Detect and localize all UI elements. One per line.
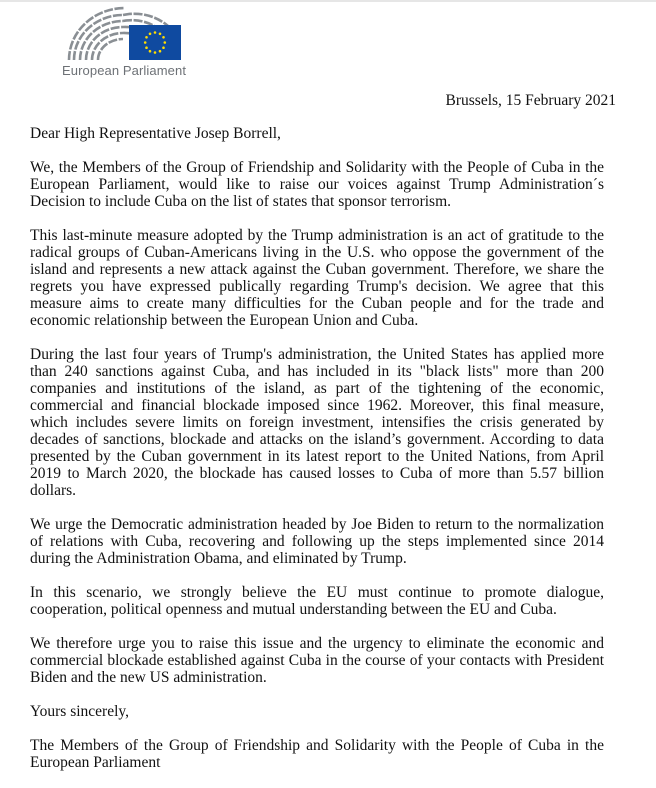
signature: The Members of the Group of Friendship and Solidarity with the People of Cuba in the European Parliament (30, 737, 604, 771)
letter-date: Brussels, 15 February 2021 (445, 92, 616, 109)
paragraph-4: We urge the Democratic administration headed by Joe Biden to return to the normalization of relations with Cuba, recovering and following up the steps implemented since 2014 during the Administration Obama, and eliminated by Trump. (30, 516, 604, 567)
paragraph-3: During the last four years of Trump's administration, the United States has applied more than 240 sanctions against Cuba, and has included in its "black lists" more than 200 companies and institutions of the island, as part of the tightening of the economic, commercial and financial blockade imposed since 1962. Moreover, this final measure, which includes severe limits on foreign investment, intensifies the crisis generated by decades of sanctions, blockade and attacks on the island’s government. According to data presented by the Cuban government in its latest report to the United Nations, from April 2019 to March 2020, the blockade has caused losses to Cuba of more than 5.57 billion dollars. (30, 346, 604, 499)
letter-body (30, 125, 604, 788)
closing: Yours sincerely, (30, 703, 130, 720)
salutation: Dear High Representative Josep Borrell, (30, 125, 281, 142)
paragraph-6: We therefore urge you to raise this issue and the urgency to eliminate the economic and commercial blockade established against Cuba in the course of your contacts with President Biden and the new US administration. (30, 635, 604, 686)
paragraph-2: This last-minute measure adopted by the Trump administration is an act of gratitude to the radical groups of Cuban-Americans living in the U.S. who oppose the government of the island and represents a new attack against the Cuban government. Therefore, we share the regrets you have expressed publically regarding Trump's decision. We agree that this measure aims to create many difficulties for the Cuban people and for the trade and economic relationship between the European Union and Cuba. (30, 227, 604, 329)
logo-text: European Parliament (62, 63, 187, 78)
paragraph-5: In this scenario, we strongly believe the EU must continue to promote dialogue, cooperation, political openness and mutual understanding between the EU and Cuba. (30, 584, 604, 618)
paragraph-1: We, the Members of the Group of Friendship and Solidarity with the People of Cuba in the European Parliament, would like to raise our voices against Trump Administration´s Decision to include Cuba on the list of states that sponsor terrorism. (30, 159, 604, 210)
